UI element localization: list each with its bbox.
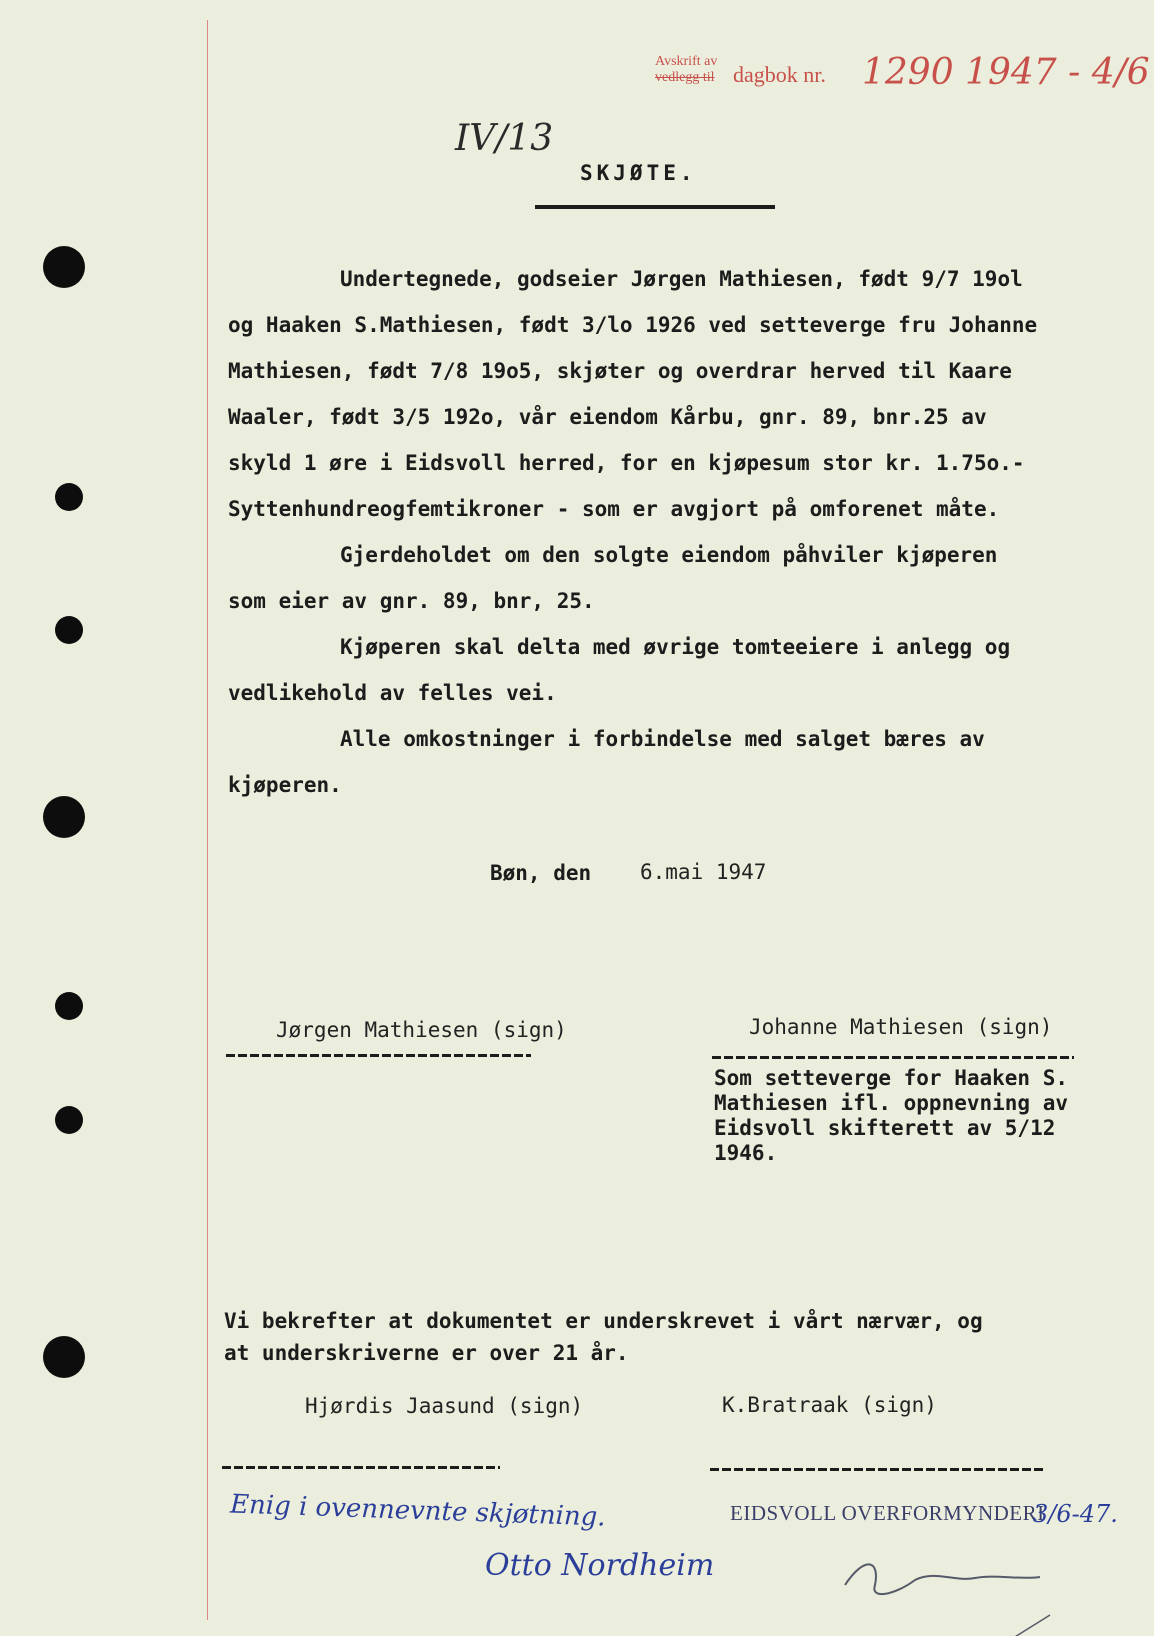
body-line-8: som eier av gnr. 89, bnr, 25.	[228, 589, 595, 613]
place-date-label: Bøn, den	[490, 861, 592, 885]
body-line-9: Kjøperen skal delta med øvrige tomteeiere i anlegg og	[340, 635, 1011, 659]
dagbok-label: dagbok nr.	[733, 62, 826, 87]
signature-left-line	[226, 1054, 531, 1057]
body-line-4: Waaler, født 3/5 192o, vår eiendom Kårbu, gnr. 89, bnr.25 av	[228, 405, 987, 429]
punch-hole-3	[55, 616, 83, 644]
approval-signature: Otto Nordheim	[485, 1548, 715, 1583]
copy-stamp-line1: Avskrift av	[655, 54, 718, 69]
witness-line-2: at underskriverne er over 21 år.	[224, 1341, 629, 1365]
signature-left-name: Jørgen Mathiesen (sign)	[276, 1018, 567, 1042]
witness-left-line	[222, 1466, 500, 1469]
guardian-note-line-1: Som setteverge for Haaken S.	[714, 1066, 1069, 1090]
witness-line-1: Vi bekrefter at dokumentet er underskrevet i vårt nærvær, og	[224, 1309, 983, 1333]
overformynderi-signature-scribble	[835, 1540, 1065, 1636]
body-line-6: Syttenhundreogfemtikroner - som er avgjort på omforenet måte.	[228, 497, 1000, 521]
margin-line	[207, 20, 208, 1620]
guardian-note-line-4: 1946.	[714, 1141, 778, 1165]
body-line-12: kjøperen.	[228, 773, 342, 797]
dagbok-entry: 1290 1947 - 4/6	[862, 52, 1150, 93]
body-line-7: Gjerdeholdet om den solgte eiendom påhviler kjøperen	[340, 543, 998, 567]
body-line-3: Mathiesen, født 7/8 19o5, skjøter og overdrar herved til Kaare	[228, 359, 1012, 383]
margin-note: IV/13	[455, 118, 554, 159]
body-line-5: skyld 1 øre i Eidsvoll herred, for en kjøpesum stor kr. 1.75o.-	[228, 451, 1025, 475]
punch-hole-2	[55, 483, 83, 511]
approval-date: 3/6-47.	[1033, 1500, 1118, 1528]
signature-right-line	[712, 1056, 1074, 1059]
witness-right-name: K.Bratraak (sign)	[722, 1393, 937, 1417]
punch-hole-6	[55, 1106, 83, 1134]
punch-hole-4	[43, 796, 85, 838]
witness-right-line	[710, 1468, 1045, 1471]
body-line-2: og Haaken S.Mathiesen, født 3/lo 1926 ved setteverge fru Johanne	[228, 313, 1038, 337]
witness-left-name: Hjørdis Jaasund (sign)	[305, 1394, 584, 1418]
document-date: 6.mai 1947	[640, 860, 767, 884]
punch-hole-5	[55, 992, 83, 1020]
punch-hole-7	[43, 1336, 85, 1378]
approval-handwriting: Enig i ovennevnte skjøtning.	[229, 1489, 607, 1533]
body-line-1: Undertegnede, godseier Jørgen Mathiesen, født 9/7 19ol	[340, 267, 1023, 291]
signature-right-name: Johanne Mathiesen (sign)	[749, 1015, 1053, 1039]
punch-hole-1	[43, 246, 85, 288]
title-underline	[535, 205, 775, 209]
copy-stamp-line2: vedlegg til	[655, 70, 715, 85]
guardian-note-line-3: Eidsvoll skifterett av 5/12	[714, 1116, 1056, 1140]
body-line-10: vedlikehold av felles vei.	[228, 681, 557, 705]
document-title: SKJØTE.	[580, 161, 697, 185]
overformynderi-stamp: EIDSVOLL OVERFORMYNDERI	[730, 1501, 1045, 1525]
copy-stamp	[655, 54, 717, 86]
body-line-11: Alle omkostninger i forbindelse med salget bæres av	[340, 727, 985, 751]
guardian-note-line-2: Mathiesen ifl. oppnevning av	[714, 1091, 1069, 1115]
